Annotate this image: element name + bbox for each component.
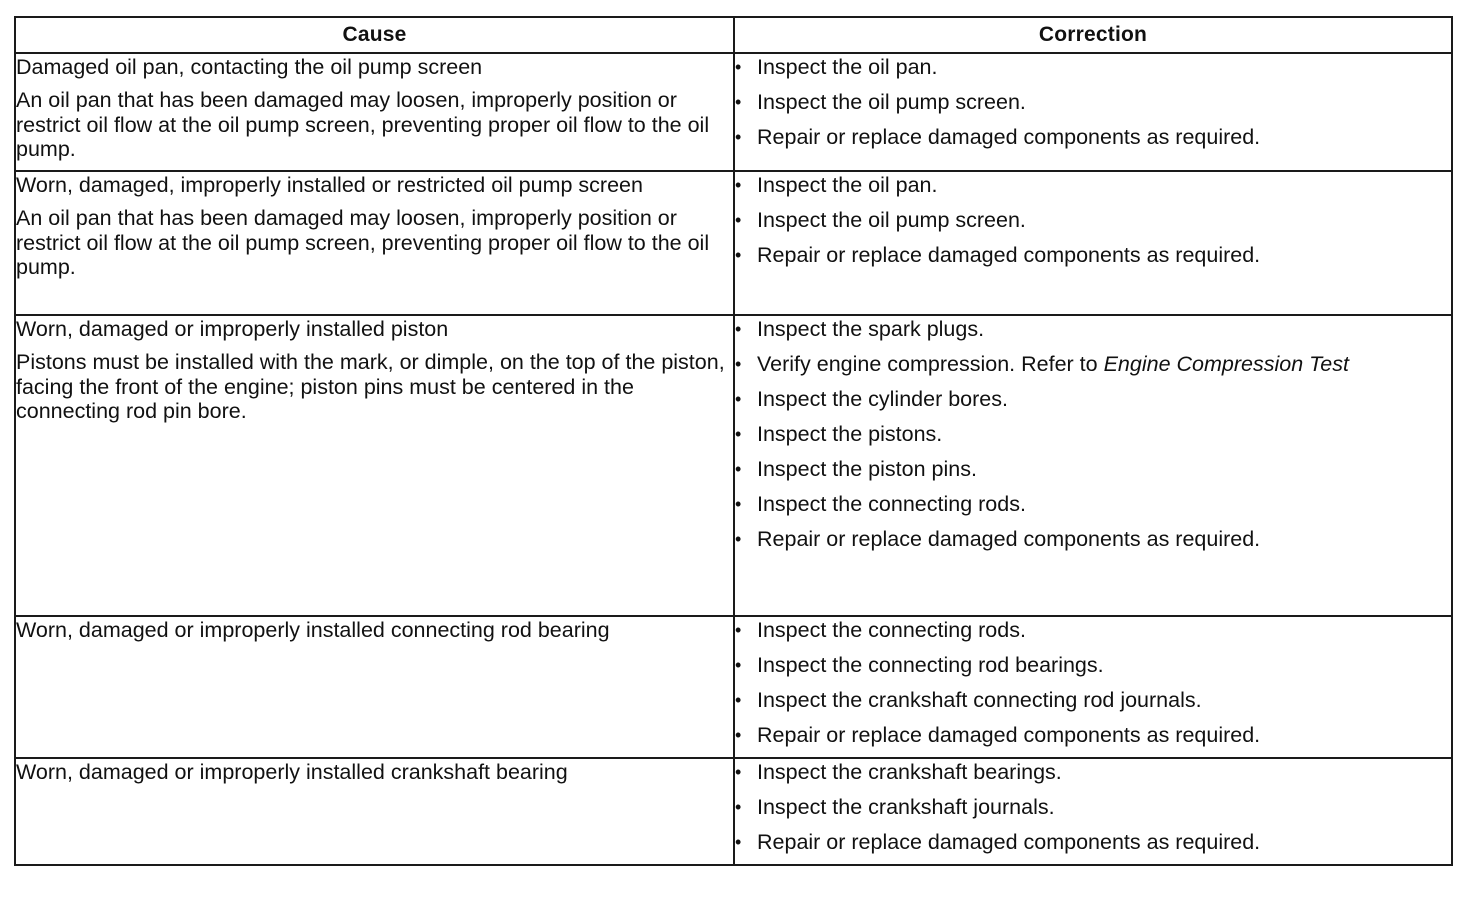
correction-item: • Repair or replace damaged components as required. — [735, 242, 1451, 268]
correction-item: • Inspect the oil pump screen. — [735, 89, 1451, 115]
correction-item: • Inspect the crankshaft connecting rod journals. — [735, 687, 1451, 713]
header-row — [15, 17, 1452, 53]
correction-item: • Inspect the crankshaft bearings. — [735, 759, 1451, 785]
table-row — [15, 616, 1452, 758]
correction-cell — [734, 171, 1452, 315]
correction-text: Verify engine compression. Refer to — [757, 352, 1098, 376]
correction-item: • Inspect the pistons. — [735, 421, 1451, 447]
cause-cell — [15, 315, 734, 616]
correction-item: • Repair or replace damaged components as required. — [735, 124, 1451, 150]
correction-item: • Repair or replace damaged components as required. — [735, 526, 1451, 552]
cause-description: An oil pan that has been damaged may loosen, improperly position or restrict oil flow at the oil pump screen, preventing proper oil flow to the oil pump. — [16, 88, 710, 161]
correction-list — [735, 54, 1451, 150]
table-row — [15, 758, 1452, 865]
correction-item: • Inspect the spark plugs. — [735, 316, 1451, 342]
correction-item: • Inspect the cylinder bores. — [735, 386, 1451, 412]
engine-compression-test-reference[interactable]: Engine Compression Test — [1103, 352, 1349, 376]
cause-cell — [15, 53, 734, 171]
cause-header: Cause — [15, 17, 734, 53]
correction-cell — [734, 315, 1452, 616]
correction-list — [735, 617, 1451, 748]
correction-item: • Repair or replace damaged components as required. — [735, 829, 1451, 855]
correction-item: • Inspect the oil pan. — [735, 172, 1451, 198]
table-row — [15, 53, 1452, 171]
correction-header: Correction — [734, 17, 1452, 53]
cause-title: Worn, damaged, improperly installed or restricted oil pump screen — [16, 173, 643, 197]
correction-list — [735, 759, 1451, 855]
cause-description: An oil pan that has been damaged may loosen, improperly position or restrict oil flow at the oil pump screen, preventing proper oil flow to the oil pump. — [16, 206, 710, 279]
cause-cell — [15, 171, 734, 315]
diagnostic-table — [14, 16, 1453, 866]
correction-item: • Inspect the crankshaft journals. — [735, 794, 1451, 820]
cause-title: Worn, damaged or improperly installed crankshaft bearing — [16, 760, 568, 784]
correction-cell — [734, 758, 1452, 865]
cause-description: Pistons must be installed with the mark, or dimple, on the top of the piston, facing the front of the engine; piston pins must be centered in the connecting rod pin bore. — [16, 350, 725, 423]
table-row — [15, 315, 1452, 616]
cause-title: Damaged oil pan, contacting the oil pump screen — [16, 55, 483, 79]
correction-item: • Inspect the oil pump screen. — [735, 207, 1451, 233]
correction-item: • Inspect the oil pan. — [735, 54, 1451, 80]
correction-item-with-reference — [735, 351, 1451, 377]
cause-cell — [15, 758, 734, 865]
cause-cell — [15, 616, 734, 758]
correction-item: • Inspect the connecting rod bearings. — [735, 652, 1451, 678]
correction-list — [735, 172, 1451, 268]
correction-list — [735, 316, 1451, 552]
correction-item: • Repair or replace damaged components as required. — [735, 722, 1451, 748]
correction-item: • Inspect the connecting rods. — [735, 491, 1451, 517]
cause-title: Worn, damaged or improperly installed connecting rod bearing — [16, 618, 610, 642]
correction-item: • Inspect the connecting rods. — [735, 617, 1451, 643]
correction-cell — [734, 53, 1452, 171]
correction-cell — [734, 616, 1452, 758]
table-row — [15, 171, 1452, 315]
cause-title: Worn, damaged or improperly installed piston — [16, 317, 449, 341]
correction-item: • Inspect the piston pins. — [735, 456, 1451, 482]
